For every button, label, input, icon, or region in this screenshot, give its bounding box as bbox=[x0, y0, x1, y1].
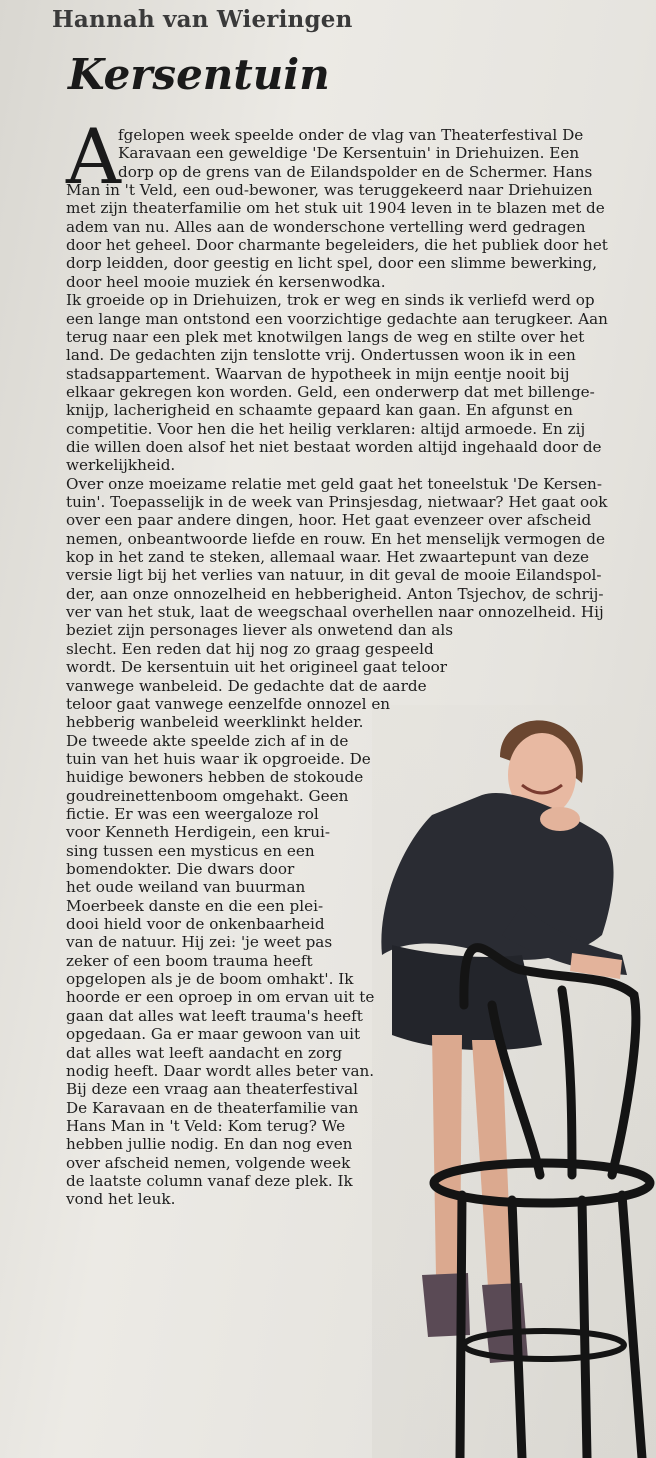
article-line: over een paar andere dingen, hoor. Het gaat evenzeer over afscheid bbox=[66, 511, 592, 530]
article-line: door het geheel. Door charmante begeleiders, die het publiek door het bbox=[66, 236, 608, 255]
article-line: terug naar een plek met knotwilgen langs de weg en stilte over het bbox=[66, 327, 585, 346]
article-line: dorp leidden, door geestig en licht spel, door een slimme bewerking, bbox=[66, 254, 598, 273]
article-line: vanwege wanbeleid. De gedachte dat de aarde bbox=[66, 676, 427, 695]
article-line: tuin van het huis waar ik opgroeide. De bbox=[66, 749, 371, 768]
article-line: stadsappartement. Waarvan de hypotheek in mijn eentje nooit bij bbox=[66, 364, 570, 383]
article-line: Man in 't Veld, een oud-bewoner, was teruggekeerd naar Driehuizen bbox=[66, 181, 593, 200]
article-line: hoorde er een oproep in om ervan uit te bbox=[66, 988, 375, 1007]
article-line: over afscheid nemen, volgende week bbox=[66, 1153, 351, 1172]
article-line: bomendokter. Die dwars door bbox=[66, 860, 295, 878]
article-line: beziet zijn personages liever als onwetend dan als bbox=[66, 621, 454, 640]
article-line: nemen, onbeantwoorde liefde en rouw. En het menselijk vermogen de bbox=[66, 529, 605, 548]
article-line: gaan dat alles wat leeft trauma's heeft bbox=[66, 1006, 363, 1025]
article-line: huidige bewoners hebben de stokoude bbox=[66, 768, 364, 787]
article-line: opgelopen als je de boom omhakt'. Ik bbox=[66, 970, 354, 989]
article-line: Ik groeide op in Driehuizen, trok er weg en sinds ik verliefd werd op bbox=[66, 291, 595, 310]
article-line: dat alles wat leeft aandacht en zorg bbox=[66, 1043, 343, 1062]
article-line: wordt. De kersentuin uit het origineel gaat teloor bbox=[66, 658, 448, 677]
article-line: een lange man ontstond een voorzichtige gedachte aan terugkeer. Aan bbox=[66, 309, 608, 328]
article-line: het oude weiland van buurman bbox=[66, 878, 306, 897]
article-line: Bij deze een vraag aan theaterfestival bbox=[66, 1080, 359, 1099]
article-line: zeker of een boom trauma heeft bbox=[66, 951, 313, 970]
article-line: slecht. Een reden dat hij nog zo graag gespeeld bbox=[66, 639, 434, 658]
article-line: vond het leuk. bbox=[66, 1190, 176, 1209]
article-line: adem van nu. Alles aan de wonderschone vertelling werd gedragen bbox=[66, 217, 586, 236]
column-title: Kersentuin bbox=[68, 50, 330, 99]
article-line: dooi hield voor de onkenbaarheid bbox=[66, 915, 325, 934]
article-line: hebberig wanbeleid weerklinkt helder. bbox=[66, 713, 364, 732]
article-line: kop in het zand te steken, allemaal waar. Het zwaartepunt van deze bbox=[66, 548, 589, 567]
article-line: werkelijkheid. bbox=[66, 456, 176, 475]
article-line: competitie. Voor hen die het heilig verklaren: altijd armoede. En zij bbox=[66, 419, 586, 438]
article-line: fgelopen week speelde onder de vlag van Theaterfestival De bbox=[118, 126, 584, 144]
article-line: versie ligt bij het verlies van natuur, in dit geval de mooie Eilandspol- bbox=[66, 566, 602, 585]
article-line: voor Kenneth Herdigein, een krui- bbox=[66, 823, 331, 842]
article-line: Moerbeek danste en die een plei- bbox=[66, 896, 324, 915]
article-line: Over onze moeizame relatie met geld gaat het toneelstuk 'De Kersen- bbox=[66, 474, 602, 493]
article-line: Hans Man in 't Veld: Kom terug? We bbox=[66, 1116, 346, 1135]
author-name: Hannah van Wieringen bbox=[52, 6, 353, 33]
article-line: met zijn theaterfamilie om het stuk uit 1904 leven in te blazen met de bbox=[66, 199, 605, 218]
article-line: land. De gedachten zijn tenslotte vrij. Ondertussen woon ik in een bbox=[66, 346, 576, 365]
article-line: opgedaan. Ga er maar gewoon van uit bbox=[66, 1025, 361, 1044]
article-line: de laatste column vanaf deze plek. Ik bbox=[66, 1171, 353, 1190]
article-line: teloor gaat vanwege eenzelfde onnozel en bbox=[66, 694, 391, 713]
article-line: dorp op de grens van de Eilandspolder en de Schermer. Hans bbox=[118, 162, 593, 181]
article-line: der, aan onze onnozelheid en hebberigheid. Anton Tsjechov, de schrij- bbox=[66, 584, 604, 603]
article-line: goudreinettenboom omgehakt. Geen bbox=[66, 786, 349, 805]
article-line: De tweede akte speelde zich af in de bbox=[66, 731, 349, 750]
article-line: fictie. Er was een weergaloze rol bbox=[66, 804, 319, 823]
article-line: die willen doen alsof het niet bestaat worden altijd ingehaald door de bbox=[66, 437, 602, 456]
article-line: De Karavaan en de theaterfamilie van bbox=[66, 1098, 359, 1117]
article-line: hebben jullie nodig. En dan nog even bbox=[66, 1135, 353, 1154]
article-line: door heel mooie muziek én kersenwodka. bbox=[66, 272, 386, 291]
article-line: van de natuur. Hij zei: 'je weet pas bbox=[66, 933, 333, 952]
drop-cap: A bbox=[66, 112, 121, 201]
article-line: elkaar gekregen kon worden. Geld, een onderwerp dat met billenge- bbox=[66, 382, 595, 401]
article-line: knijp, lacherigheid en schaamte gepaard kan gaan. En afgunst en bbox=[66, 401, 573, 420]
article-line: tuin'. Toepasselijk in de week van Prinsjesdag, nietwaar? Het gaat ook bbox=[66, 493, 608, 511]
article-line: nodig heeft. Daar wordt alles beter van. bbox=[66, 1061, 375, 1080]
article-line: sing tussen een mysticus en een bbox=[66, 841, 315, 860]
article-line: Karavaan een geweldige 'De Kersentuin' in Driehuizen. Een bbox=[118, 144, 580, 163]
article-line: ver van het stuk, laat de weegschaal overhellen naar onnozelheid. Hij bbox=[66, 603, 604, 622]
